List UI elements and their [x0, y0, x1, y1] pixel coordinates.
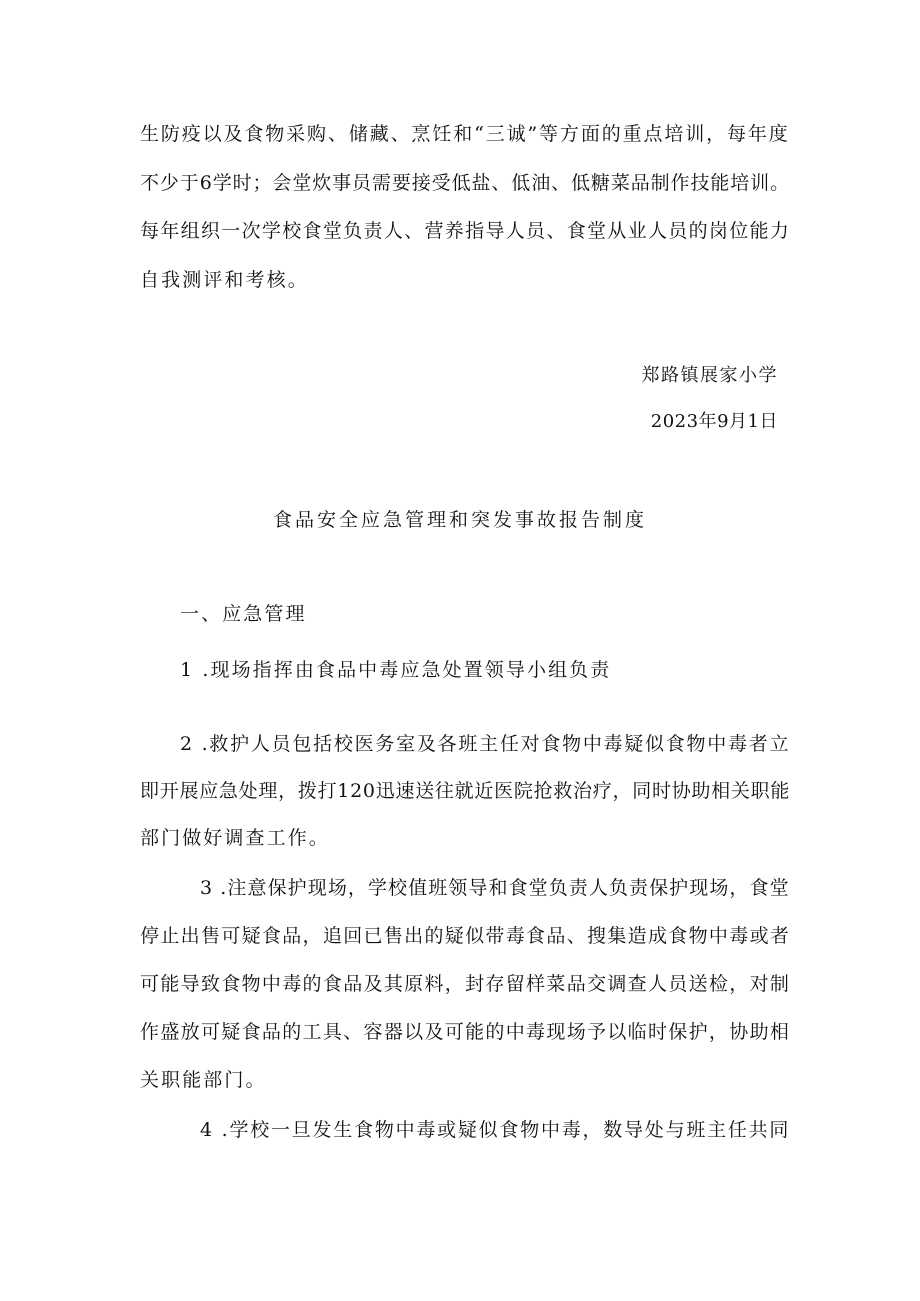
- item-3-line-3: 可能导致食物中毒的食品及其原料，封存留样菜品交调查人员送检，对制: [140, 973, 791, 995]
- item-4-line-1: 4 .学校一旦发生食物中毒或疑似食物中毒，数导处与班主任共同: [200, 1119, 791, 1141]
- item-2-line-2: 即开展应急处理，拨打120迅速送往就近医院抢救治疗，同时协助相关职能: [140, 780, 791, 802]
- item-2-line-1: 2 .救护人员包括校医务室及各班主任对食物中毒疑似食物中毒者立: [180, 733, 791, 755]
- intro-line-4: 自我测评和考核。: [140, 269, 309, 291]
- intro-line-3: 每年组织一次学校食堂负责人、营养指导人员、食堂从业人员的岗位能力: [140, 220, 791, 242]
- signature-date: 2023年9月1日: [650, 411, 778, 432]
- item-1: 1 .现场指挥由食品中毒应急处置领导小组负责: [180, 659, 612, 681]
- item-3-line-1: 3 .注意保护现场，学校值班领导和食堂负责人负责保护现场，食堂: [200, 877, 790, 899]
- document-title: 食品安全应急管理和突发事故报告制度: [272, 509, 647, 531]
- intro-line-1: 生防疫以及食物采购、储藏、烹饪和“三诚”等方面的重点培训，每年度: [140, 123, 790, 145]
- section-heading-emergency: 一、应急管理: [180, 603, 307, 625]
- signature-org: 郑路镇展家小学: [641, 365, 778, 386]
- intro-line-2: 不少于6学时；会堂炊事员需要接受低盐、低油、低糖菜品制作技能培训。: [140, 172, 790, 194]
- item-2-line-3: 部门做好调查工作。: [140, 827, 330, 849]
- item-3-line-2: 停止出售可疑食品，追回已售出的疑似带毒食品、搜集造成食物中毒或者: [140, 925, 791, 947]
- item-3-line-5: 关职能部门。: [140, 1069, 267, 1091]
- item-3-line-4: 作盛放可疑食品的工具、容器以及可能的中毒现场予以临时保护，协助相: [140, 1021, 791, 1043]
